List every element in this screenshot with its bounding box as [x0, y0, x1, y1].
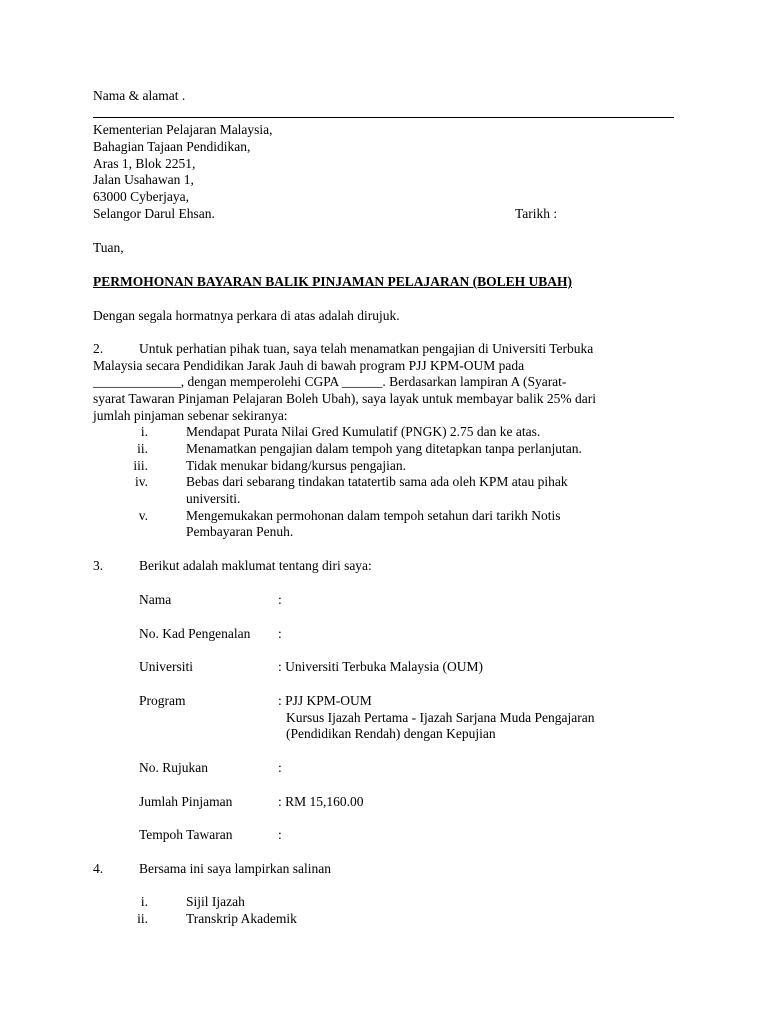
- list-item-number: i.: [140, 424, 148, 439]
- attachment-item: Sijil Ijazah: [186, 894, 245, 909]
- letter-title: PERMOHONAN BAYARAN BALIK PINJAMAN PELAJARAN (BOLEH UBAH): [93, 274, 573, 289]
- section-number: 4.: [93, 861, 104, 876]
- field-value-program: : PJJ KPM-OUM: [278, 693, 372, 708]
- list-item-number: v.: [138, 508, 148, 523]
- list-item-number: i.: [140, 894, 148, 909]
- field-label-offer-period: Tempoh Tawaran: [139, 827, 233, 842]
- section-heading: Berikut adalah maklumat tentang diri saya:: [139, 558, 372, 573]
- address-line: Selangor Darul Ehsan.: [93, 206, 215, 221]
- section-number: 2.: [93, 341, 104, 356]
- field-label-university: Universiti: [139, 659, 193, 674]
- address-line: Bahagian Tajaan Pendidikan,: [93, 139, 251, 154]
- field-label-ic: No. Kad Pengenalan: [139, 626, 251, 641]
- field-value-reference: :: [278, 760, 282, 775]
- attachment-item: Transkrip Akademik: [186, 911, 297, 926]
- field-value-loan-amount: : RM 15,160.00: [278, 794, 364, 809]
- field-label-loan-amount: Jumlah Pinjaman: [139, 794, 233, 809]
- date-label: Tarikh :: [515, 206, 558, 221]
- section-2-line: Untuk perhatian pihak tuan, saya telah menamatkan pengajian di Universiti Terbuka: [139, 341, 594, 356]
- field-label-program: Program: [139, 693, 186, 708]
- section-2-line: _____________, dengan memperolehi CGPA ______. Berdasarkan lampiran A (Syarat-: [93, 374, 567, 389]
- list-item: Menamatkan pengajian dalam tempoh yang ditetapkan tanpa perlanjutan.: [186, 441, 582, 456]
- section-heading: Bersama ini saya lampirkan salinan: [139, 861, 331, 876]
- list-item-number: ii.: [137, 911, 148, 926]
- section-2-line: jumlah pinjaman sebenar sekiranya:: [93, 408, 288, 423]
- section-number: 3.: [93, 558, 104, 573]
- address-line: 63000 Cyberjaya,: [93, 189, 189, 204]
- list-item-number: ii.: [137, 441, 148, 456]
- list-item: Tidak menukar bidang/kursus pengajian.: [186, 458, 406, 473]
- salutation: Tuan,: [93, 240, 124, 255]
- section-2-line: Malaysia secara Pendidikan Jarak Jauh di bawah program PJJ KPM-OUM pada: [93, 358, 525, 373]
- field-label-nama: Nama: [139, 592, 172, 607]
- field-value-ic: :: [278, 626, 282, 641]
- address-line: Jalan Usahawan 1,: [93, 172, 194, 187]
- intro-paragraph: Dengan segala hormatnya perkara di atas adalah dirujuk.: [93, 308, 400, 323]
- field-label-reference: No. Rujukan: [139, 760, 208, 775]
- list-item: Bebas dari sebarang tindakan tatatertib sama ada oleh KPM atau pihak: [186, 474, 568, 489]
- list-item-continued: Pembayaran Penuh.: [186, 524, 294, 539]
- list-item-number: iv.: [135, 474, 148, 489]
- section-2-line: syarat Tawaran Pinjaman Pelajaran Boleh Ubah), saya layak untuk membayar balik 25% dari: [93, 391, 597, 406]
- list-item-number: iii.: [133, 458, 148, 473]
- list-item-continued: universiti.: [186, 491, 241, 506]
- header-divider: [93, 117, 674, 118]
- list-item: Mendapat Purata Nilai Gred Kumulatif (PNGK) 2.75 dan ke atas.: [186, 424, 541, 439]
- field-value-offer-period: :: [278, 827, 282, 842]
- address-line: Aras 1, Blok 2251,: [93, 156, 196, 171]
- field-value-program-line: Kursus Ijazah Pertama - Ijazah Sarjana Muda Pengajaran: [286, 710, 595, 725]
- sender-name-address: Nama & alamat .: [93, 88, 186, 103]
- list-item: Mengemukakan permohonan dalam tempoh setahun dari tarikh Notis: [186, 508, 561, 523]
- field-value-university: : Universiti Terbuka Malaysia (OUM): [278, 659, 484, 674]
- field-value-nama: :: [278, 592, 282, 607]
- field-value-program-line: (Pendidikan Rendah) dengan Kepujian: [286, 726, 496, 741]
- address-line: Kementerian Pelajaran Malaysia,: [93, 122, 273, 137]
